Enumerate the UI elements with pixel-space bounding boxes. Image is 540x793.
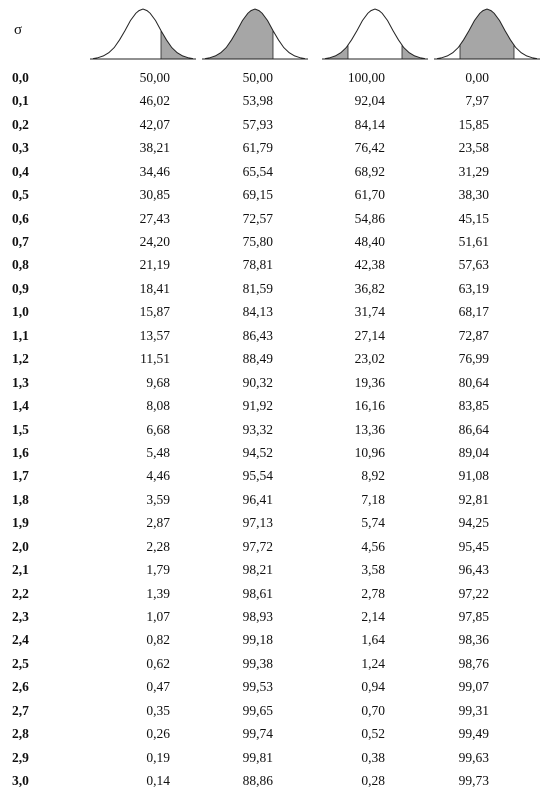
table-row	[0, 511, 489, 534]
left-area-value: 78,81	[242, 257, 273, 273]
table-row	[0, 418, 489, 441]
sigma-value: 1,4	[12, 398, 29, 414]
sigma-value: 1,8	[12, 491, 29, 507]
left-area-value: 97,13	[242, 515, 273, 531]
table-row	[0, 300, 489, 323]
two-tails-value: 42,38	[354, 257, 385, 273]
two-tails-value: 1,64	[361, 632, 385, 648]
central-area-value: 95,45	[458, 538, 489, 554]
right-tail-value: 11,51	[140, 351, 170, 367]
normal-curve-right-tail-shaded-icon	[88, 4, 198, 60]
table-row	[0, 371, 489, 394]
left-area-value: 50,00	[242, 69, 273, 85]
left-area-value: 99,74	[242, 726, 273, 742]
sigma-value: 0,2	[12, 116, 29, 132]
right-tail-value: 2,28	[146, 538, 170, 554]
left-area-value: 57,93	[242, 116, 273, 132]
table-row	[0, 66, 489, 89]
two-tails-value: 36,82	[354, 280, 385, 296]
sigma-value: 2,6	[12, 679, 29, 695]
right-tail-value: 24,20	[139, 234, 170, 250]
right-tail-value: 2,87	[146, 515, 170, 531]
two-tails-value: 7,18	[361, 491, 385, 507]
sigma-value: 2,2	[12, 585, 29, 601]
central-area-value: 80,64	[458, 374, 489, 390]
table-row	[0, 652, 489, 675]
right-tail-value: 0,14	[146, 773, 170, 789]
normal-distribution-table	[0, 66, 489, 793]
table-row	[0, 441, 489, 464]
table-row	[0, 89, 489, 112]
central-area-value: 57,63	[458, 257, 489, 273]
right-tail-value: 8,08	[146, 398, 170, 414]
central-area-value: 99,63	[458, 749, 489, 765]
table-row	[0, 160, 489, 183]
table-row	[0, 746, 489, 769]
central-area-value: 91,08	[458, 468, 489, 484]
left-area-value: 98,61	[242, 585, 273, 601]
left-area-value: 99,53	[242, 679, 273, 695]
left-area-value: 91,92	[242, 398, 273, 414]
sigma-value: 0,1	[12, 93, 29, 109]
two-tails-value: 84,14	[354, 116, 385, 132]
two-tails-value: 5,74	[361, 515, 385, 531]
table-row	[0, 207, 489, 230]
two-tails-value: 19,36	[354, 374, 385, 390]
two-tails-value: 13,36	[354, 421, 385, 437]
central-area-value: 15,85	[458, 116, 489, 132]
two-tails-value: 3,58	[361, 562, 385, 578]
sigma-value: 1,0	[12, 304, 29, 320]
sigma-value: 2,0	[12, 538, 29, 554]
two-tails-value: 0,70	[361, 702, 385, 718]
right-tail-value: 0,35	[146, 702, 170, 718]
central-area-value: 38,30	[458, 187, 489, 203]
two-tails-value: 23,02	[354, 351, 385, 367]
left-area-value: 93,32	[242, 421, 273, 437]
sigma-value: 2,4	[12, 632, 29, 648]
central-area-value: 86,64	[458, 421, 489, 437]
central-area-value: 99,31	[458, 702, 489, 718]
left-area-value: 90,32	[242, 374, 273, 390]
two-tails-value: 0,28	[361, 773, 385, 789]
table-row	[0, 230, 489, 253]
two-tails-value: 2,14	[361, 609, 385, 625]
sigma-value: 0,3	[12, 140, 29, 156]
right-tail-value: 21,19	[139, 257, 170, 273]
right-tail-value: 42,07	[139, 116, 170, 132]
left-area-value: 99,38	[242, 655, 273, 671]
two-tails-value: 54,86	[354, 210, 385, 226]
central-area-value: 51,61	[458, 234, 489, 250]
right-tail-value: 0,62	[146, 655, 170, 671]
left-area-value: 97,72	[242, 538, 273, 554]
right-tail-value: 1,39	[146, 585, 170, 601]
left-area-value: 99,81	[242, 749, 273, 765]
two-tails-value: 0,52	[361, 726, 385, 742]
two-tails-value: 0,94	[361, 679, 385, 695]
central-area-value: 99,07	[458, 679, 489, 695]
table-row	[0, 722, 489, 745]
sigma-value: 0,7	[12, 234, 29, 250]
right-tail-value: 4,46	[146, 468, 170, 484]
sigma-value: 0,8	[12, 257, 29, 273]
sigma-value: 2,7	[12, 702, 29, 718]
right-tail-value: 0,82	[146, 632, 170, 648]
left-area-value: 94,52	[242, 444, 273, 460]
left-area-value: 53,98	[242, 93, 273, 109]
central-area-value: 99,49	[458, 726, 489, 742]
central-area-value: 76,99	[458, 351, 489, 367]
table-row	[0, 605, 489, 628]
left-area-value: 69,15	[242, 187, 273, 203]
table-row	[0, 324, 489, 347]
right-tail-value: 6,68	[146, 421, 170, 437]
sigma-value: 1,2	[12, 351, 29, 367]
left-area-value: 88,86	[242, 773, 273, 789]
right-tail-value: 27,43	[139, 210, 170, 226]
normal-curve-central-area-shaded-icon	[432, 4, 540, 60]
sigma-value: 0,6	[12, 210, 29, 226]
two-tails-value: 61,70	[354, 187, 385, 203]
left-area-value: 61,79	[242, 140, 273, 156]
left-area-value: 99,18	[242, 632, 273, 648]
two-tails-value: 2,78	[361, 585, 385, 601]
left-area-value: 98,21	[242, 562, 273, 578]
right-tail-value: 0,26	[146, 726, 170, 742]
right-tail-value: 13,57	[139, 327, 170, 343]
sigma-value: 0,5	[12, 187, 29, 203]
table-row	[0, 183, 489, 206]
sigma-value: 1,9	[12, 515, 29, 531]
table-row	[0, 558, 489, 581]
right-tail-value: 38,21	[139, 140, 170, 156]
table-row	[0, 254, 489, 277]
right-tail-value: 9,68	[146, 374, 170, 390]
central-area-value: 97,22	[458, 585, 489, 601]
central-area-value: 23,58	[458, 140, 489, 156]
table-row	[0, 277, 489, 300]
normal-curve-left-area-shaded-icon	[200, 4, 310, 60]
two-tails-value: 92,04	[354, 93, 385, 109]
sigma-value: 2,8	[12, 726, 29, 742]
two-tails-value: 31,74	[354, 304, 385, 320]
table-header	[0, 0, 540, 68]
table-row	[0, 629, 489, 652]
central-area-value: 0,00	[465, 69, 489, 85]
right-tail-value: 3,59	[146, 491, 170, 507]
right-tail-value: 34,46	[139, 163, 170, 179]
left-area-value: 84,13	[242, 304, 273, 320]
sigma-value: 1,6	[12, 444, 29, 460]
right-tail-value: 46,02	[139, 93, 170, 109]
two-tails-value: 0,38	[361, 749, 385, 765]
sigma-value: 0,4	[12, 163, 29, 179]
right-tail-value: 5,48	[146, 444, 170, 460]
sigma-value: 1,7	[12, 468, 29, 484]
table-row	[0, 699, 489, 722]
right-tail-value: 0,19	[146, 749, 170, 765]
normal-curve-both-tails-shaded-icon	[320, 4, 430, 60]
sigma-value: 2,9	[12, 749, 29, 765]
central-area-value: 98,76	[458, 655, 489, 671]
right-tail-value: 30,85	[139, 187, 170, 203]
left-area-value: 88,49	[242, 351, 273, 367]
sigma-value: 0,0	[12, 69, 29, 85]
two-tails-value: 10,96	[354, 444, 385, 460]
table-row	[0, 347, 489, 370]
right-tail-value: 50,00	[139, 69, 170, 85]
table-row	[0, 675, 489, 698]
sigma-value: 3,0	[12, 773, 29, 789]
table-row	[0, 769, 489, 792]
two-tails-value: 4,56	[361, 538, 385, 554]
table-row	[0, 582, 489, 605]
right-tail-value: 15,87	[139, 304, 170, 320]
right-tail-value: 1,79	[146, 562, 170, 578]
central-area-value: 94,25	[458, 515, 489, 531]
central-area-value: 98,36	[458, 632, 489, 648]
central-area-value: 72,87	[458, 327, 489, 343]
table-row	[0, 488, 489, 511]
right-tail-value: 0,47	[146, 679, 170, 695]
two-tails-value: 27,14	[354, 327, 385, 343]
central-area-value: 96,43	[458, 562, 489, 578]
sigma-value: 1,3	[12, 374, 29, 390]
two-tails-value: 8,92	[361, 468, 385, 484]
left-area-value: 86,43	[242, 327, 273, 343]
central-area-value: 63,19	[458, 280, 489, 296]
two-tails-value: 48,40	[354, 234, 385, 250]
left-area-value: 98,93	[242, 609, 273, 625]
sigma-value: 2,5	[12, 655, 29, 671]
right-tail-value: 1,07	[146, 609, 170, 625]
sigma-value: 1,5	[12, 421, 29, 437]
central-area-value: 97,85	[458, 609, 489, 625]
central-area-value: 68,17	[458, 304, 489, 320]
sigma-value: 2,3	[12, 609, 29, 625]
sigma-header: σ	[14, 22, 23, 38]
left-area-value: 72,57	[242, 210, 273, 226]
two-tails-value: 16,16	[354, 398, 385, 414]
table-row	[0, 113, 489, 136]
left-area-value: 65,54	[242, 163, 273, 179]
left-area-value: 99,65	[242, 702, 273, 718]
table-row	[0, 136, 489, 159]
table-row	[0, 464, 489, 487]
table-row	[0, 394, 489, 417]
central-area-value: 7,97	[465, 93, 489, 109]
central-area-value: 92,81	[458, 491, 489, 507]
central-area-value: 31,29	[458, 163, 489, 179]
central-area-value: 99,73	[458, 773, 489, 789]
sigma-value: 1,1	[12, 327, 29, 343]
left-area-value: 81,59	[242, 280, 273, 296]
two-tails-value: 100,00	[347, 69, 385, 85]
left-area-value: 75,80	[242, 234, 273, 250]
central-area-value: 45,15	[458, 210, 489, 226]
two-tails-value: 68,92	[354, 163, 385, 179]
left-area-value: 95,54	[242, 468, 273, 484]
sigma-value: 2,1	[12, 562, 29, 578]
left-area-value: 96,41	[242, 491, 273, 507]
two-tails-value: 76,42	[354, 140, 385, 156]
central-area-value: 83,85	[458, 398, 489, 414]
right-tail-value: 18,41	[139, 280, 170, 296]
table-body	[0, 66, 489, 793]
central-area-value: 89,04	[458, 444, 489, 460]
sigma-value: 0,9	[12, 280, 29, 296]
table-row	[0, 535, 489, 558]
two-tails-value: 1,24	[361, 655, 385, 671]
